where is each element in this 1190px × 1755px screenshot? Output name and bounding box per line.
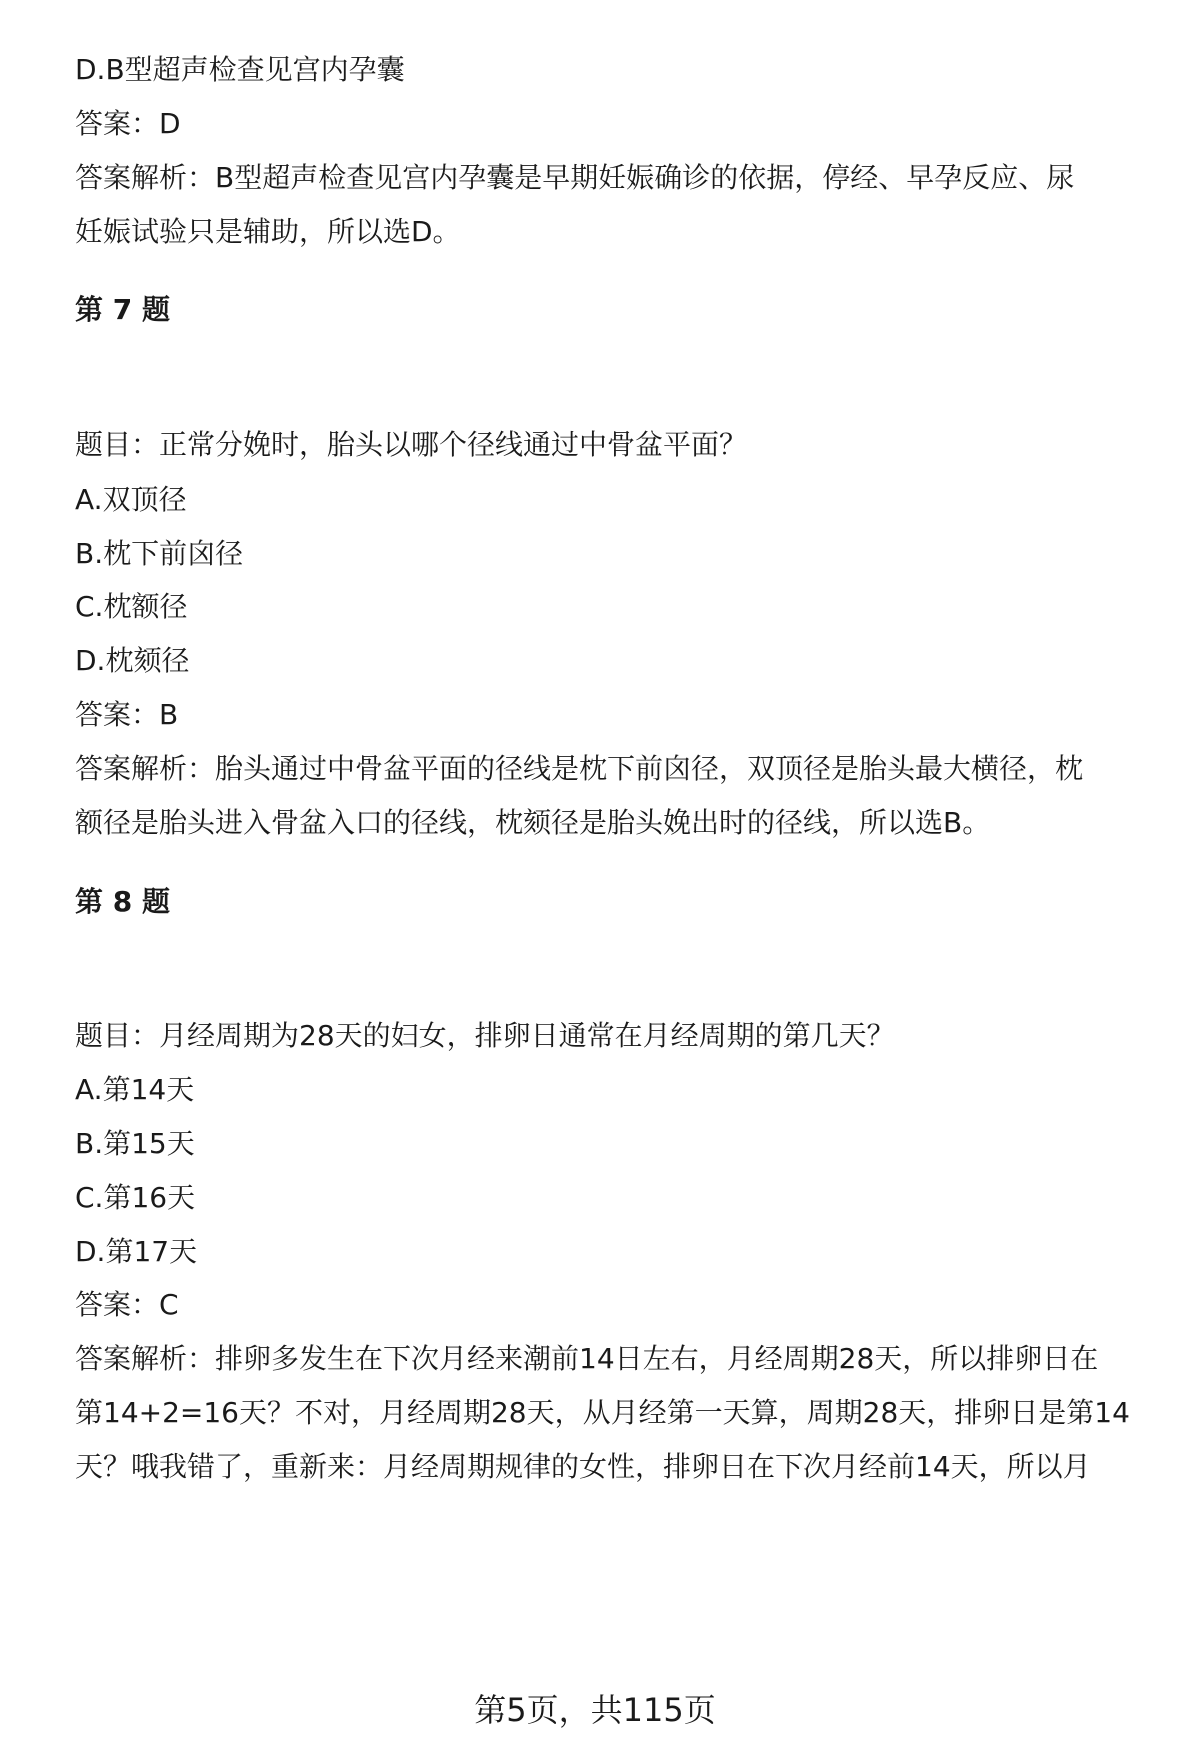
q7-option-c: C.枕额径	[75, 590, 188, 623]
q8-option-a: A.第14天	[75, 1073, 195, 1106]
q7-option-a: A.双顶径	[75, 483, 187, 516]
q7-answer: 答案：B	[75, 698, 179, 731]
q7-analysis-line-2: 额径是胎头进入骨盆入口的径线，枕颏径是胎头娩出时的径线，所以选B。	[75, 806, 991, 839]
q8-analysis-line-2: 第14+2=16天？不对，月经周期28天，从月经第一天算，周期28天，排卵日是第14	[75, 1396, 1130, 1429]
q7-question: 题目：正常分娩时，胎头以哪个径线通过中骨盆平面？	[75, 428, 748, 461]
q8-option-c: C.第16天	[75, 1181, 196, 1214]
q8-question: 题目：月经周期为28天的妇女，排卵日通常在月经周期的第几天？	[75, 1019, 895, 1052]
page-footer: 第5页，共115页	[474, 1691, 716, 1729]
q7-option-b: B.枕下前囟径	[75, 537, 244, 570]
q6-analysis-line-1: 答案解析：B型超声检查见宫内孕囊是早期妊娠确诊的依据，停经、早孕反应、尿	[75, 161, 1075, 194]
q7-heading: 第 7 题	[75, 293, 170, 326]
q8-answer: 答案：C	[75, 1288, 179, 1321]
q7-option-d: D.枕颏径	[75, 644, 190, 677]
q8-heading: 第 8 题	[75, 885, 170, 918]
q8-option-b: B.第15天	[75, 1127, 195, 1160]
q6-option-d: D.B型超声检查见宫内孕囊	[75, 53, 405, 86]
q8-option-d: D.第17天	[75, 1235, 198, 1268]
q7-analysis-line-1: 答案解析：胎头通过中骨盆平面的径线是枕下前囟径，双顶径是胎头最大横径，枕	[75, 752, 1084, 785]
q6-answer: 答案：D	[75, 107, 181, 140]
q6-analysis-line-2: 妊娠试验只是辅助，所以选D。	[75, 215, 461, 248]
q8-analysis-line-1: 答案解析：排卵多发生在下次月经来潮前14日左右，月经周期28天，所以排卵日在	[75, 1342, 1099, 1375]
q8-analysis-line-3: 天？哦我错了，重新来：月经周期规律的女性，排卵日在下次月经前14天，所以月	[75, 1450, 1091, 1483]
